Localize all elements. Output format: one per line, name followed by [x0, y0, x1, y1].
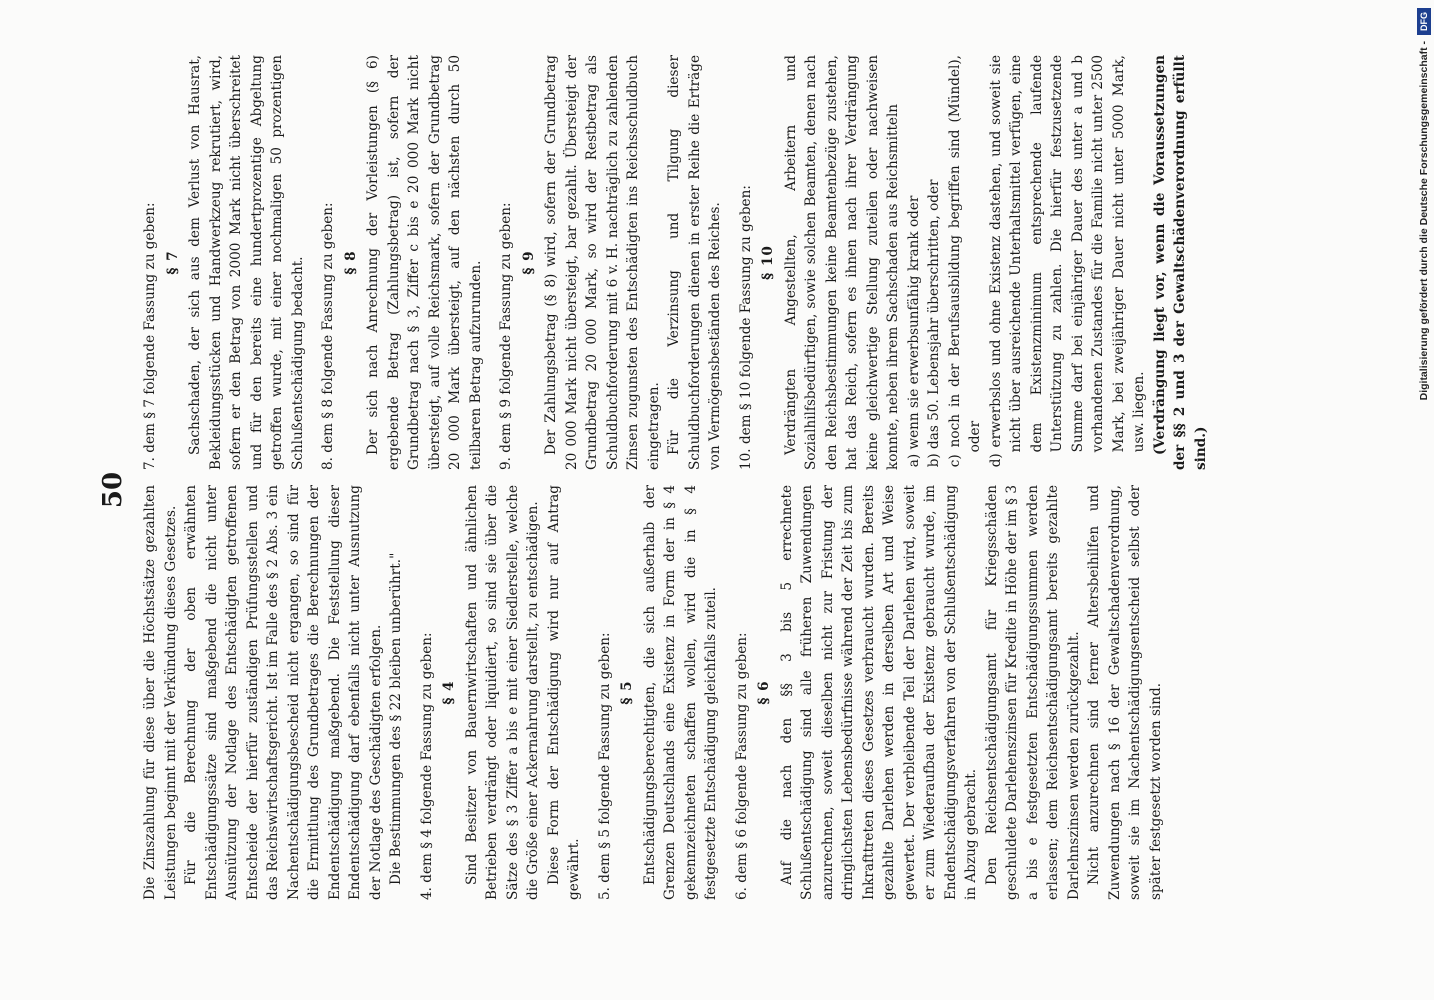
item-heading: 4. dem § 4 folgende Fassung zu geben:	[418, 632, 435, 900]
paragraph: Für die Berechnung der oben erwähnten Entschädigungssätze sind maßgebend die nicht unter Ausnützung der Notlage des Entschädigten getroffenen Entscheide der hierfür zuständigen Prüfungsstellen und das Reichswirtschaftsgericht. Ist im Falle des § 2 Abs. 3 ein Nachentschädigungsbescheid nicht ergangen, so sind für die Ermittlung des Grundbetrages die Berechnungen der Endentschädigung maßgebend. Die Feststellung dieser Endentschädigung darf ebenfalls nicht unter Ausnutzung der Notlage des Geschädigten erfolgen.	[183, 485, 384, 900]
paragraph: Den Reichsentschädigungsamt für Kriegsschäden geschuldete Darlehenszinsen für Kredite in Höhe der im § 3 a bis e festgesetzten Entschädigungssummen werden erlassen; dem Reichsentschädigungsamt bereits gezahlte Darlehnszinsen werden zurückgezahlt.	[983, 485, 1082, 900]
paragraph: Die Zinszahlung für diese über die Höchstsätze gezahlten Leistungen beginnt mit der Verkündung dieses Gesetzes.	[142, 485, 179, 900]
list-item: d) erwerbslos und ohne Existenz dastehen, und soweit sie nicht über ausreichende Unterhaltsmittel verfügen, eine dem Existenzminimum entsprechende laufende Unterstützung zu zahlen. Die hierfür festzusetzende Summe darf bei einjähriger Dauer des unter a und b vorhandenen Zustandes für die Familie nicht unter 2500 Mark, bei zweijähriger Dauer nicht unter 5000 Mark, usw. liegen.	[987, 55, 1147, 468]
paragraph: Entschädigungsberechtigten, die sich außerhalb der Grenzen Deutschlands eine Existenz in Form der in § 4 gekennzeichneten schaffen wollen, wird die in § 4 festgesetzte Entschädigung gleichfalls zuteil.	[641, 485, 719, 900]
paragraph: Die Bestimmungen des § 22 bleiben unberührt."	[388, 552, 404, 886]
printed-page	[60, 40, 1320, 940]
section-number: § 4	[441, 680, 457, 705]
side-credit	[1412, 8, 1432, 992]
section-number: § 8	[342, 250, 359, 275]
paragraph: Diese Form der Entschädigung wird nur auf Antrag gewährt.	[545, 485, 582, 900]
item-heading: 8. dem § 8 folgende Fassung zu geben:	[320, 202, 336, 470]
list-item: b) das 50. Lebensjahr überschritten, oder	[926, 179, 942, 468]
item-heading: 10. dem § 10 folgende Fassung zu geben:	[737, 185, 754, 470]
section-number: § 7	[164, 250, 181, 275]
section-number: § 6	[756, 680, 772, 705]
paragraph: Sachschaden, der sich aus dem Verlust von Hausrat, Bekleidungsstücken und Handwerkzeug rekrutiert, wird, sofern er den Betrag von 2000 Mark nicht überschreitet und für den bereits eine hundertprozentige Abgeltung getroffen wurde, mit einer nochmaligen 50 prozentigen Schlußentschädigung bedacht.	[187, 55, 306, 470]
section-number: § 5	[619, 680, 635, 705]
paragraph: Für die Verzinsung und Tilgung dieser Schuldbuchforderungen dienen in erster Reihe die Erträge von Vermögensbeständen des Reiches.	[666, 55, 723, 470]
paragraph: Sind Besitzer von Bauernwirtschaften und ähnlichen Betrieben verdrängt oder liquidiert, so sind sie über die Sätze des § 3 Ziffer a bis e mit einer Siedlerstelle, welche die Größe einer Ackernahrung darstellt, zu entschädigen.	[463, 485, 541, 900]
paragraph: Der Zahlungsbetrag (§ 8) wird, sofern der Grundbetrag 20 000 Mark nicht übersteigt, bar gezahlt. Übersteigt der Grundbetrag 20 000 Mark, so wird der Restbetrag als Schuldbuchforderung mit 6 v. H. nachträglich zu zahlenden Zinsen zugunsten des Entschädigten ins Reichsschuldbuch eingetragen.	[543, 55, 662, 470]
credit-text: Digitalisierung gefördert durch die Deutsche Forschungsgemeinschaft -	[1418, 41, 1430, 401]
dfg-logo: DFG	[1417, 8, 1431, 35]
paragraph: Nicht anzurechnen sind ferner Altersbeihilfen und Zuwendungen nach § 16 der Gewaltschadenverordnung, soweit sie im Nachentschädigungsentscheid selbst oder später festgesetzt worden sind.	[1086, 485, 1164, 900]
list-item: c) noch in der Berufsausbildung begriffen sind (Mündel), oder	[946, 55, 983, 468]
item-heading: 5. dem § 5 folgende Fassung zu geben:	[596, 632, 613, 900]
paragraph: Auf die nach den §§ 3 bis 5 errechnete Schlußentschädigung sind alle früheren Zuwendungen anzurechnen, soweit dieselben nicht zur Fristung der dringlichsten Lebensbedürfnisse während der Zeit bis zum Inkrafttreten dieses Gesetzes verbraucht wurden. Bereits gezahlte Darlehen werden in derselben Art und Weise gewertet. Der verbleibende Teil der Darlehen wird, soweit er zum Wiederaufbau der Existenz gebraucht wurde, im Endentschädigungsverfahren von der Schlußentschädigung in Abzug gebracht.	[778, 485, 979, 900]
paragraph: Der sich nach Anrechnung der Vorleistungen (§ 6) ergebende Betrag (Zahlungsbetrag) ist, sofern der Grundbetrag nach § 3, Ziffer c bis e 20 000 Mark nicht übersteigt, auf volle Reichsmark, sofern der Grundbetrag 20 000 Mark übersteigt, auf den nächsten durch 50 teilbaren Betrag aufzurunden.	[365, 55, 484, 470]
item-heading: 6. dem § 6 folgende Fassung zu geben:	[733, 632, 750, 900]
list-item: a) wenn sie erwerbsunfähig krank oder	[905, 195, 922, 468]
right-column	[140, 55, 1211, 470]
digitization-credit	[1414, 8, 1434, 992]
item-heading: 9. dem § 9 folgende Fassung zu geben:	[498, 202, 514, 470]
section-number: § 9	[520, 250, 537, 275]
left-column	[140, 485, 1166, 900]
item-heading: 7. dem § 7 folgende Fassung zu geben:	[142, 202, 158, 470]
paragraph: Verdrängten Angestellten, Arbeitern und Sozialhilfsbedürftigen, sowie solchen Beamten, denen nach den Reichsbestimmungen keine Beamtenbezüge zustehen, hat das Reich, sofern es ihnen nach ihrer Verdrängung keine gleichwertige Stellung zuteilen oder nachweisen konnte, neben ihrem Sachschaden aus Reichsmitteln	[782, 55, 901, 470]
page-number: 50	[98, 471, 128, 509]
section-number: § 10	[760, 245, 776, 280]
paragraph: (Verdrängung liegt vor, wenn die Voraussetzungen der §§ 2 und 3 der Gewaltschädenverordnung erfüllt sind.)	[1151, 55, 1209, 470]
